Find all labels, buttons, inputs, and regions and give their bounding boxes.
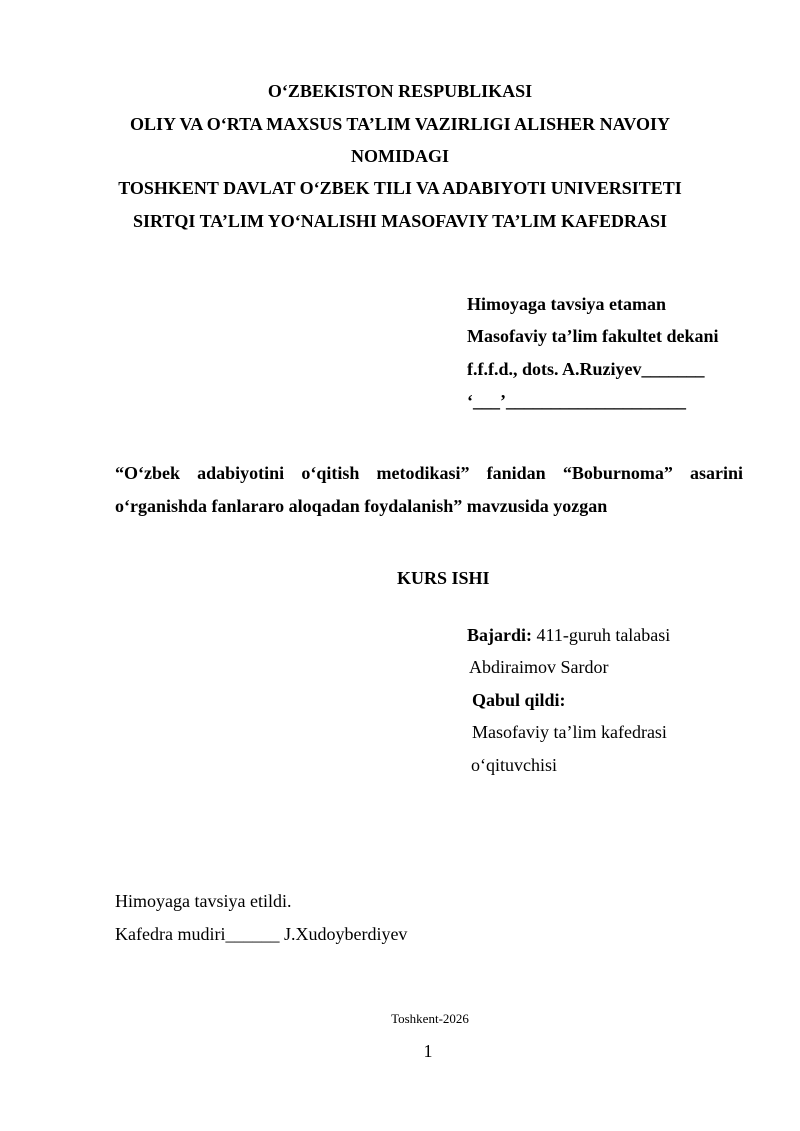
topic-line-1: “O‘zbek adabiyotini o‘qitish metodikasi” fanidan “Boburnoma” asarini [115, 463, 743, 483]
done-by-label: Bajardi: [467, 625, 532, 645]
approval-date-line: ‘___’____________________ [467, 391, 686, 411]
page-number: 1 [423, 1041, 433, 1061]
header-line-2: OLIY VA O‘RTA MAXSUS TA’LIM VAZIRLIGI ALISHER NAVOIY [130, 114, 670, 134]
teacher-role: o‘qituvchisi [471, 755, 557, 775]
header-line-3: NOMIDAGI [351, 146, 449, 166]
department-name: Masofaviy ta’lim kafedrasi [472, 722, 667, 742]
accepted-by-label: Qabul qildi: [472, 690, 566, 710]
approval-line-2: Masofaviy ta’lim fakultet dekani [467, 326, 719, 346]
approval-line-1: Himoyaga tavsiya etaman [467, 294, 666, 314]
doc-type-title: KURS ISHI [397, 568, 490, 588]
city-year: Toshkent-2026 [391, 1011, 469, 1026]
done-by-line [467, 625, 670, 646]
header-line-1: O‘ZBEKISTON RESPUBLIKASI [267, 81, 533, 101]
recommended-line: Himoyaga tavsiya etildi. [115, 891, 292, 911]
header-line-4: TOSHKENT DAVLAT O‘ZBEK TILI VA ADABIYOTI UNIVERSITETI [118, 178, 682, 198]
done-by-value: 411-guruh talabasi [532, 625, 671, 645]
student-name: Abdiraimov Sardor [469, 657, 609, 677]
header-line-5: SIRTQI TA’LIM YO‘NALISHI MASOFAVIY TA’LIM KAFEDRASI [133, 211, 667, 231]
department-head-line: Kafedra mudiri______ J.Xudoyberdiyev [115, 924, 408, 944]
topic-line-2: o‘rganishda fanlararo aloqadan foydalanish” mavzusida yozgan [115, 496, 608, 516]
approval-line-3: f.f.f.d., dots. A.Ruziyev_______ [467, 359, 705, 379]
